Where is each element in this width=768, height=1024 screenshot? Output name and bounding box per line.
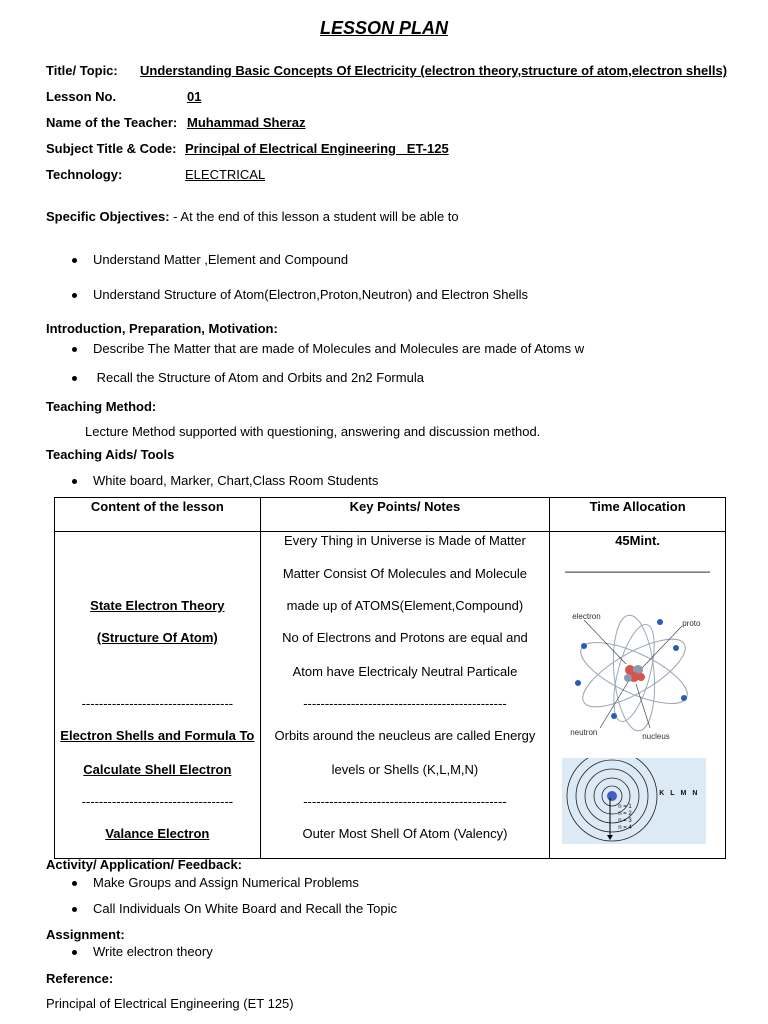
- objectives-text: - At the end of this lesson a student will be able to: [169, 209, 459, 224]
- notes-cell: [260, 532, 550, 859]
- content-line: Calculate Shell Electron: [83, 762, 232, 777]
- assignment-label: Assignment:: [46, 927, 125, 942]
- bullet-icon: [72, 347, 77, 352]
- lesson-value: 01: [187, 89, 202, 104]
- note-line: Matter Consist Of Molecules and Molecule: [282, 566, 528, 581]
- shell-n2: n = 2: [618, 811, 632, 817]
- shell-n: N: [692, 790, 704, 797]
- aids-label: Teaching Aids/ Tools: [46, 447, 175, 462]
- teacher-value: Muhammad Sheraz: [187, 115, 306, 130]
- objective-item: Understand Matter ,Element and Compound: [93, 252, 349, 267]
- shell-m: M: [680, 790, 693, 797]
- shell-l: L: [670, 790, 681, 797]
- shell-k: K: [659, 790, 671, 797]
- atom-label-proton: proto: [682, 619, 701, 628]
- note-line: Every Thing in Universe is Made of Matter: [284, 533, 526, 548]
- note-line: made up of ATOMS(Element,Compound): [286, 598, 524, 613]
- note-line: levels or Shells (K,L,M,N): [331, 762, 479, 777]
- activity-label: Activity/ Application/ Feedback:: [46, 857, 243, 872]
- tech-value: ELECTRICAL: [185, 167, 266, 182]
- tech-label: Technology:: [46, 167, 123, 182]
- topic-value: Understanding Basic Concepts Of Electricity (electron theory,structure of atom,electron shells): [140, 63, 728, 78]
- atom-label-nucleus: nucleus: [642, 732, 670, 741]
- method-text: Lecture Method supported with questioning, answering and discussion method.: [85, 424, 541, 439]
- bullet-icon: [72, 376, 77, 381]
- activity-item: Call Individuals On White Board and Recall the Topic: [93, 901, 397, 916]
- shell-n4: n = 4: [618, 825, 632, 831]
- reference-label: Reference:: [46, 971, 114, 986]
- subject-label: Subject Title & Code:: [46, 141, 177, 156]
- content-cell: [55, 532, 261, 859]
- time-cell: [550, 532, 726, 859]
- reference-text: Principal of Electrical Engineering (ET 125): [46, 996, 294, 1011]
- bullet-icon: [72, 258, 77, 263]
- assignment-item: Write electron theory: [93, 944, 213, 959]
- intro-label: Introduction, Preparation, Motivation:: [46, 321, 278, 336]
- lesson-table: [54, 497, 726, 859]
- objective-item: Understand Structure of Atom(Electron,Proton,Neutron) and Electron Shells: [93, 287, 528, 302]
- objectives-label: Specific Objectives:: [46, 209, 170, 224]
- objectives-line: [46, 209, 459, 224]
- intro-item: Recall the Structure of Atom and Orbits and 2n2 Formula: [93, 370, 424, 385]
- subject-value: Principal of Electrical Engineering ET-125: [185, 141, 449, 156]
- activity-item: Make Groups and Assign Numerical Problems: [93, 875, 359, 890]
- content-line: Valance Electron: [105, 826, 210, 841]
- note-divider: -----------------------------------------------: [303, 794, 507, 809]
- lesson-label: Lesson No.: [46, 89, 117, 104]
- electron-shells-icon: [562, 758, 706, 844]
- header-content: Content of the lesson: [55, 498, 261, 532]
- page-title: LESSON PLAN: [319, 18, 448, 38]
- bullet-icon: [72, 293, 77, 298]
- note-divider: -----------------------------------------------: [303, 696, 507, 711]
- bullet-icon: [72, 881, 77, 886]
- note-line: Atom have Electricaly Neutral Particale: [292, 664, 518, 679]
- note-line: Outer Most Shell Of Atom (Valency): [302, 826, 508, 841]
- shell-letters: [659, 790, 703, 797]
- shell-diagram: [562, 758, 706, 844]
- time-line: ____________________: [565, 558, 710, 573]
- shell-n1: n = 1: [618, 804, 632, 810]
- header-time: Time Allocation: [550, 498, 726, 532]
- topic-label: Title/ Topic:: [46, 63, 118, 78]
- content-line: Electron Shells and Formula To: [60, 728, 255, 743]
- atom-label-electron: electron: [572, 612, 601, 621]
- bullet-icon: [72, 479, 77, 484]
- intro-item: Describe The Matter that are made of Molecules and Molecules are made of Atoms w: [93, 341, 585, 356]
- content-line: (Structure Of Atom): [96, 630, 218, 645]
- shell-numbers: [618, 804, 632, 832]
- content-divider: -----------------------------------: [81, 696, 234, 711]
- time-value: 45Mint.: [615, 533, 660, 548]
- bullet-icon: [72, 907, 77, 912]
- teacher-label: Name of the Teacher:: [46, 115, 178, 130]
- method-label: Teaching Method:: [46, 399, 157, 414]
- note-line: No of Electrons and Protons are equal and: [282, 630, 528, 645]
- note-line: Orbits around the neucleus are called Energy: [274, 728, 536, 743]
- shell-n3: n = 3: [618, 818, 632, 824]
- bullet-icon: [72, 950, 77, 955]
- content-line: State Electron Theory: [90, 598, 225, 613]
- header-notes: Key Points/ Notes: [260, 498, 550, 532]
- atom-label-neutron: neutron: [570, 728, 598, 737]
- aids-item: White board, Marker, Chart,Class Room Students: [93, 473, 379, 488]
- content-divider: -----------------------------------: [81, 794, 234, 809]
